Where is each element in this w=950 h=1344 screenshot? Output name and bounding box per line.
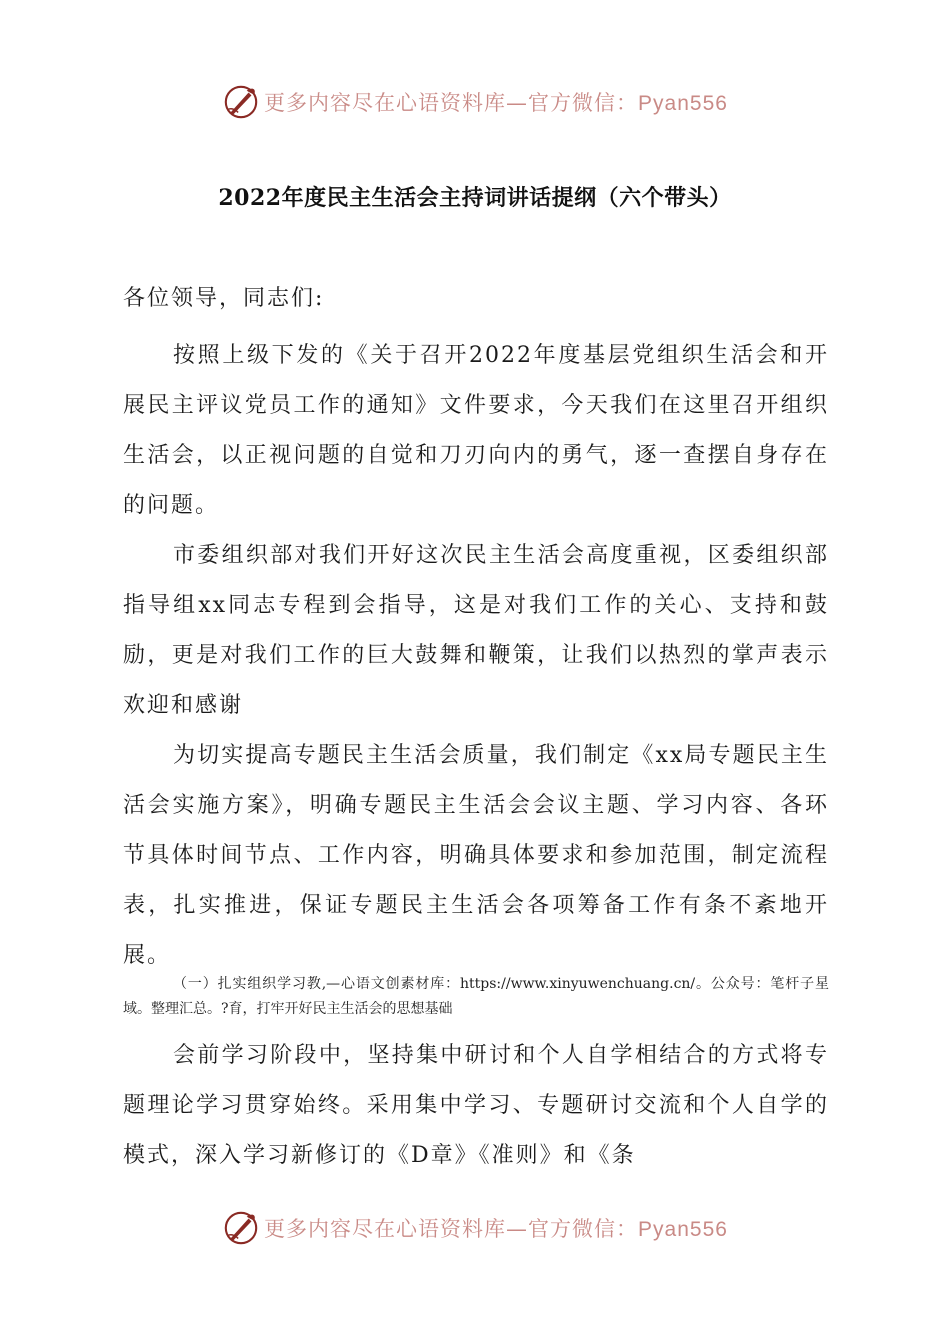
document-title: 2022年度民主生活会主持词讲话提纲（六个带头）	[218, 185, 732, 211]
section-heading-note: （一）扎实组织学习教,—心语文创素材库：https://www.xinyuwenchuang.cn/。公众号：笔杆子星域。整理汇总。?育，打牢开好民主生活会的思想基础	[123, 976, 829, 1017]
footer-watermark-banner	[0, 1208, 950, 1248]
header-watermark-banner	[0, 82, 950, 122]
salutation: 各位领导，同志们:	[123, 286, 325, 311]
watermark-text: 更多内容尽在心语资料库—官方微信：Pyan556	[264, 91, 728, 115]
wechat-id: Pyan556	[638, 92, 728, 115]
paragraph-2	[123, 531, 829, 731]
paragraph-text: 会前学习阶段中，坚持集中研讨和个人自学相结合的方式将专题理论学习贯穿始终。采用集中学习、专题研讨交流和个人自学的模式，深入学习新修订的《D章》《准则》和《条	[123, 1043, 829, 1168]
quill-pen-logo-icon	[222, 1209, 260, 1247]
paragraph-text: 市委组织部对我们开好这次民主生活会高度重视，区委组织部指导组xx同志专程到会指导，这是对我们工作的关心、支持和鼓励，更是对我们工作的巨大鼓舞和鞭策，让我们以热烈的掌声表示欢迎和感谢	[123, 543, 829, 718]
paragraph-4	[123, 1031, 829, 1181]
paragraph-text: 为切实提高专题民主生活会质量，我们制定《xx局专题民主生活会实施方案》，明确专题民主生活会会议主题、学习内容、各环节具体时间节点、工作内容，明确具体要求和参加范围，制定流程表，扎实推进，保证专题民主生活会各项筹备工作有条不紊地开展。	[123, 743, 829, 968]
paragraph-1	[123, 331, 829, 531]
paragraph-text: 按照上级下发的《关于召开2022年度基层党组织生活会和开展民主评议党员工作的通知》文件要求，今天我们在这里召开组织生活会，以正视问题的自觉和刀刃向内的勇气，逐一查摆自身存在的问题。	[123, 343, 829, 518]
quill-pen-logo-icon	[222, 83, 260, 121]
watermark-text: 更多内容尽在心语资料库—官方微信：Pyan556	[264, 1217, 728, 1241]
wechat-id: Pyan556	[638, 1218, 728, 1241]
paragraph-3	[123, 731, 829, 981]
